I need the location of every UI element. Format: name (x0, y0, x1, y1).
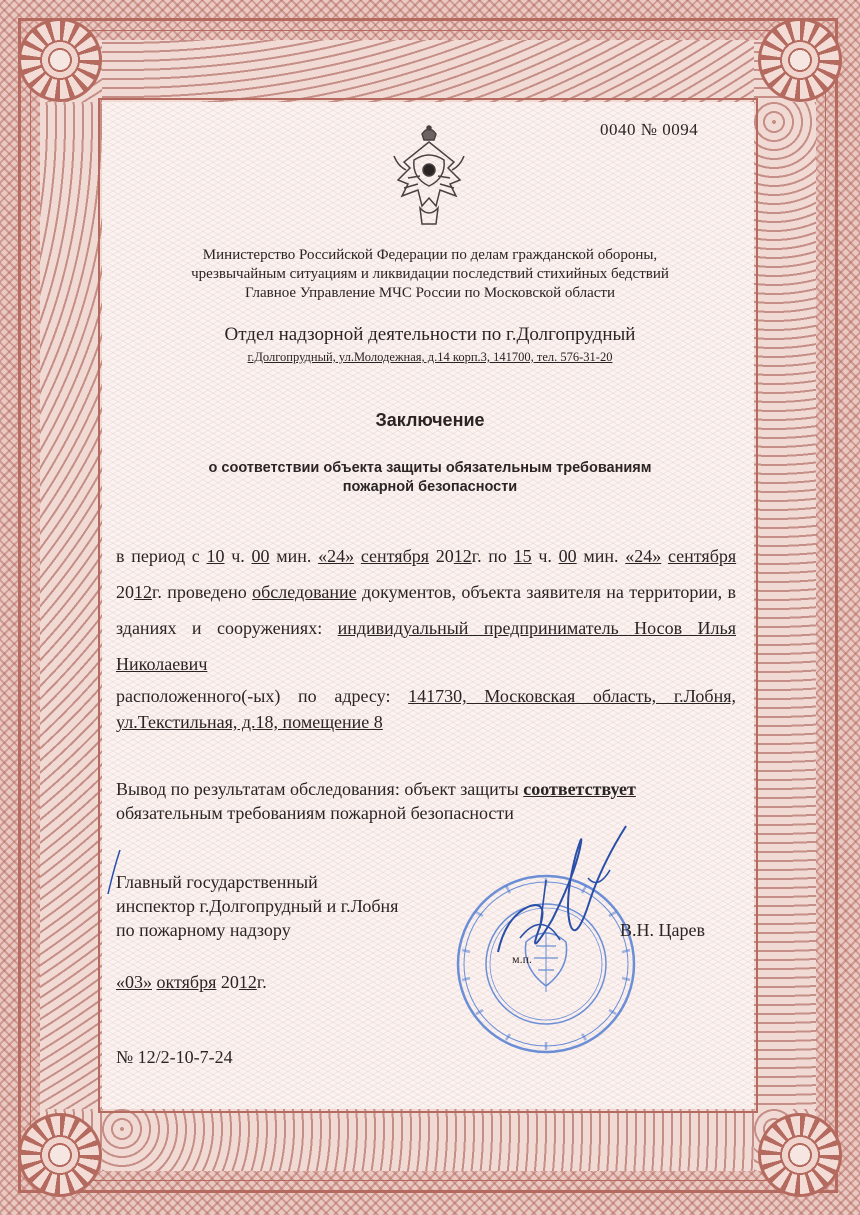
end-day: «24» (625, 546, 662, 566)
end-month: сентября (667, 546, 737, 566)
ministry-line: чрезвычайным ситуациям и ликвидации последствий стихийных бедствий (191, 266, 669, 282)
document-subtitle (150, 459, 710, 497)
start-day: «24» (318, 546, 355, 566)
issue-year: 12 (238, 972, 257, 992)
start-year: 12 (453, 546, 472, 566)
ministry-line: Главное Управление МЧС России по Московской области (244, 285, 616, 301)
document-number: № 12/2-10-7-24 (116, 1047, 233, 1067)
position-line: Главный государственный (116, 872, 318, 892)
signer-name: В.Н. Царев (620, 920, 705, 940)
seal-place-label: м.п. (512, 952, 533, 966)
start-hour: 10 (206, 546, 225, 566)
object-address-paragraph: расположенного(-ых) по адресу: 141730, Московская область, г.Лобня, ул.Текстильная, д.18, помещение 8 (116, 686, 737, 732)
end-year: 12 (134, 582, 152, 602)
issue-month: октября (156, 972, 217, 992)
start-month: сентября (360, 546, 430, 566)
handwritten-signature-icon (480, 820, 640, 980)
conclusion-paragraph: Вывод по результатам обследования: объект защиты соответствует обязательным требованиям пожарной безопасности (116, 779, 636, 823)
object-address: 141730, Московская область, г.Лобня, ул.Текстильная, д.18, помещение 8 (116, 686, 737, 732)
inspection-period-paragraph: в период с 10 ч. 00 мин. «24» сентября 2012г. по 15 ч. 00 мин. «24» сентября 2012г. проведено обследование документов, объекта заявителя на территории, в зданиях и сооружениях: индивидуальный предприниматель Носов Илья Николаевич (116, 546, 737, 674)
issue-date: «03» октября 2012г. (116, 972, 267, 992)
inspector-position (116, 870, 476, 942)
position-line: инспектор г.Долгопрудный и г.Лобня (116, 896, 399, 916)
ministry-header (120, 246, 740, 303)
applicant-name: индивидуальный предприниматель Носов Илья Николаевич (116, 618, 737, 674)
start-minute: 00 (251, 546, 270, 566)
subtitle-line: о соответствии объекта защиты обязательным требованиям (208, 460, 652, 476)
compliance-status: соответствует (523, 779, 636, 799)
document-title: Заключение (375, 410, 485, 430)
issue-day: «03» (116, 972, 152, 992)
position-line: по пожарному надзору (116, 920, 291, 940)
survey-type: обследование (252, 582, 357, 602)
end-minute: 00 (558, 546, 577, 566)
department-name: Отдел надзорной деятельности по г.Долгопрудный (224, 324, 636, 345)
department-address: г.Долгопрудный, ул.Молодежная, д.14 корп.3, 141700, тел. 576-31-20 (247, 350, 613, 364)
serial-number: 0040 № 0094 (600, 120, 699, 139)
end-hour: 15 (513, 546, 532, 566)
ministry-line: Министерство Российской Федерации по делам гражданской обороны, (202, 247, 658, 263)
emchs-emblem-icon (384, 120, 474, 230)
subtitle-line: пожарной безопасности (342, 479, 518, 495)
